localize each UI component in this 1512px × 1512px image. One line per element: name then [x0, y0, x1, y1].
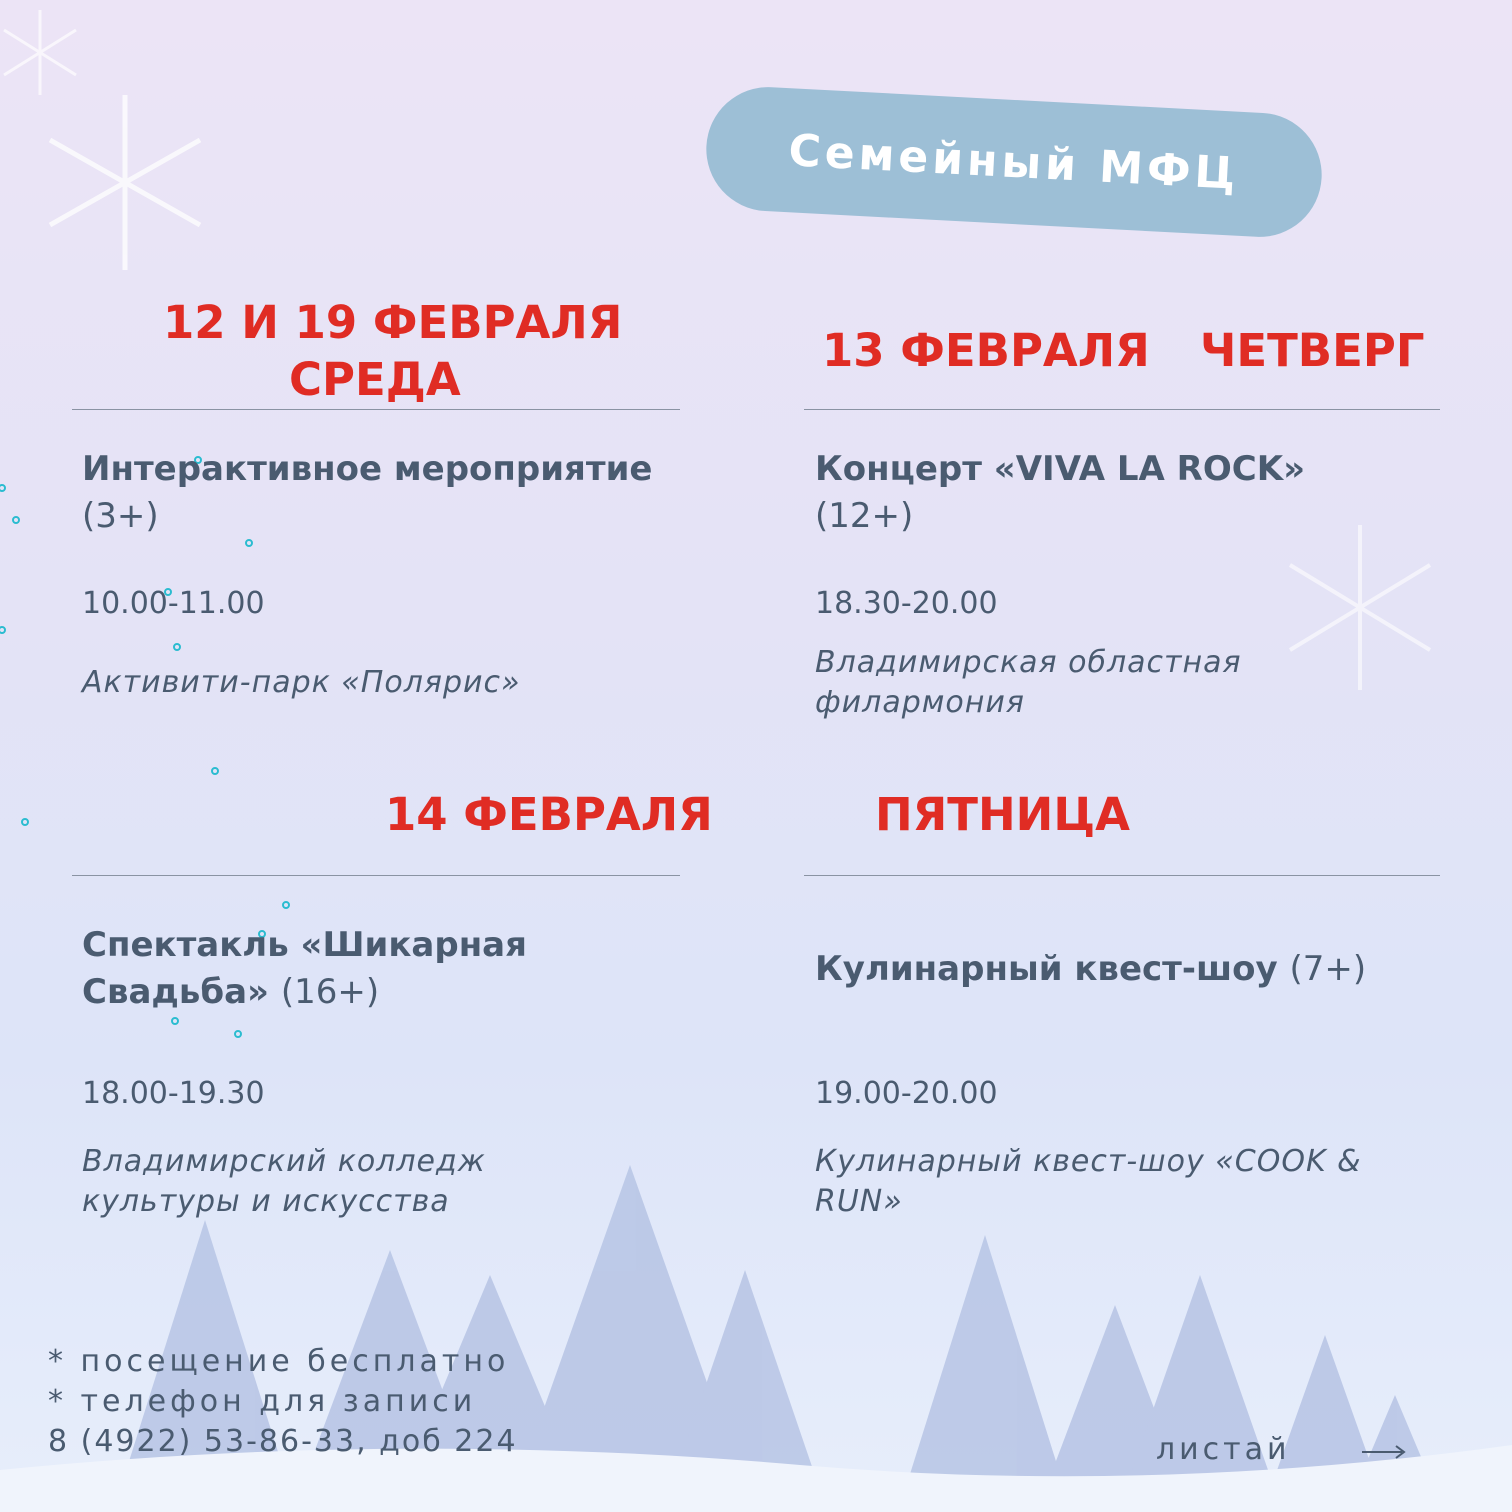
event-time: 19.00-20.00 [815, 1076, 998, 1111]
divider [72, 875, 680, 876]
divider [72, 409, 680, 410]
event-title [815, 946, 1455, 993]
event-title [82, 446, 662, 540]
event-title [815, 446, 1415, 540]
phone-number: 8 (4922) 53-86-33, доб 224 [48, 1424, 518, 1459]
snowflake-icon [50, 95, 200, 270]
event-time: 18.30-20.00 [815, 586, 998, 621]
header-badge-text: Семейный МФЦ [787, 124, 1241, 200]
swipe-label: листай [1156, 1432, 1291, 1467]
event-place: Кулинарный квест-шоу «COOK & RUN» [815, 1144, 1362, 1219]
age-rating: (7+) [1289, 949, 1367, 989]
divider [804, 875, 1440, 876]
event-title-text: Концерт «VIVA LA ROCK» [815, 449, 1306, 489]
age-rating: (3+) [82, 496, 159, 536]
free-entry-note: * посещение бесплатно [48, 1344, 510, 1379]
weekday-heading: СРЕДА [289, 353, 461, 406]
date-heading: 13 ФЕВРАЛЯ [822, 324, 1150, 377]
event-time: 10.00-11.00 [82, 586, 265, 621]
event-title [82, 922, 602, 1016]
snowflake-icon [4, 10, 76, 95]
phone-note: * телефон для записи [48, 1384, 477, 1419]
arrow-right-icon[interactable] [1360, 1440, 1410, 1464]
event-title-text: Кулинарный квест-шоу [815, 949, 1278, 989]
age-rating: (16+) [280, 972, 380, 1012]
event-place: Владимирский колледж культуры и искусства [82, 1144, 486, 1219]
age-rating: (12+) [815, 496, 914, 536]
event-place: Активити-парк «Полярис» [82, 665, 521, 700]
weekday-heading: ЧЕТВЕРГ [1200, 324, 1425, 377]
date-heading: 12 И 19 ФЕВРАЛЯ [163, 296, 623, 349]
event-place: Владимирская областная филармония [815, 645, 1242, 720]
event-title-text: Интерактивное мероприятие [82, 449, 653, 489]
date-heading: 14 ФЕВРАЛЯ [385, 788, 713, 841]
divider [804, 409, 1440, 410]
event-time: 18.00-19.30 [82, 1076, 265, 1111]
weekday-heading: ПЯТНИЦА [875, 788, 1130, 841]
event-title-text: Спектакль «Шикарная Свадьба» [82, 925, 527, 1012]
